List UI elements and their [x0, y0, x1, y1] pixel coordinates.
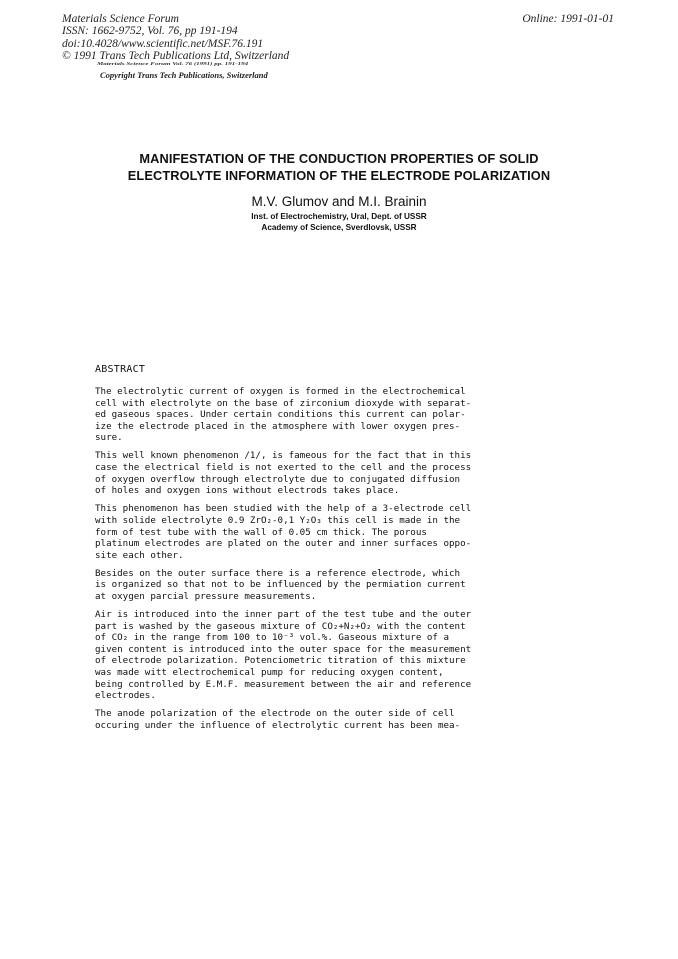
text-line: Air is introduced into the inner part of the test tube and the outer — [95, 609, 472, 621]
text-line: case the electrical field is not exerted to the cell and the process — [95, 462, 472, 474]
issn-line: ISSN: 1662-9752, Vol. 76, pp 191-194 — [62, 25, 238, 38]
text-line: of holes and oxygen ions without electrods takes place. — [95, 485, 400, 497]
abstract-heading: ABSTRACT — [95, 364, 146, 375]
affiliation-line: Academy of Science, Sverdlovsk, USSR — [261, 222, 417, 232]
text-line: at oxygen parcial pressure measurements. — [95, 591, 317, 602]
title-line: MANIFESTATION OF THE CONDUCTION PROPERTIES OF SOLID — [139, 151, 539, 166]
text-line: platinum electrodes are plated on the outer and inner surfaces oppo- — [95, 538, 472, 550]
text-line: is organized so that not to be influenced by the permiation current — [95, 579, 466, 591]
text-line: electrodes. — [95, 690, 156, 702]
text-line: The anode polarization of the electrode on the outer side of cell — [95, 708, 455, 720]
journal-metadata — [62, 13, 289, 62]
text-line: part is washed by the gaseous mixture of CO₂+N₂+O₂ with the content — [95, 620, 466, 632]
text-line: sure. — [95, 432, 123, 444]
text-line: form of test tube with the wall of 0.05 cm thick. The porous — [95, 526, 427, 538]
paper-title — [80, 151, 598, 184]
abstract-body — [95, 386, 555, 738]
text-line: cell with electrolyte on the base of zirconium dioxyde with separat- — [95, 397, 472, 409]
text-line: ize the electrode placed in the atmosphere with lower oxygen pres- — [95, 420, 461, 432]
text-line: site each other. — [95, 549, 184, 561]
paragraph — [95, 609, 555, 702]
text-line: of oxygen overflow through electrolyte due to conjugated diffusion — [95, 473, 461, 485]
text-line: This well known phenomenon /1/, is fameous for the fact that in this — [95, 450, 472, 462]
publisher-copyright-line: © 1991 Trans Tech Publications Ltd, Switzerland — [62, 49, 290, 62]
text-line: Besides on the outer surface there is a reference electrode, which — [95, 567, 461, 579]
online-date: Online: 1991-01-01 — [522, 13, 614, 25]
text-line: of electrode polarization. Potenciometric titration of this mixture — [95, 655, 466, 667]
paragraph — [95, 568, 555, 603]
affiliation-line: Inst. of Electrochemistry, Ural, Dept. of USSR — [251, 212, 427, 221]
title-line: ELECTROLYTE INFORMATION OF THE ELECTRODE POLARIZATION — [127, 167, 551, 183]
text-line: given content is introduced into the outer space for the measurement — [95, 643, 472, 655]
overprinted-citation: Materials Science Forum Vol. 76 (1991) pp. 191-194 — [97, 61, 249, 67]
text-line: This phenomenon has been studied with the help of a 3-electrode cell — [95, 503, 472, 515]
paragraph — [95, 450, 555, 496]
affiliation — [80, 212, 598, 233]
doi-line: doi:10.4028/www.scientific.net/MSF.76.191 — [62, 37, 264, 50]
text-line: ed gaseous spaces. Under certain conditions this current can polar- — [95, 409, 466, 421]
paragraph — [95, 386, 555, 444]
copyright-notice: Copyright Trans Tech Publications, Switzerland — [100, 70, 268, 80]
paragraph — [95, 503, 555, 561]
text-line: with solide electrolyte 0.9 ZrO₂-0,1 Y₂O₃ this cell is made in the — [95, 514, 461, 526]
paragraph — [95, 708, 555, 731]
authors: M.V. Glumov and M.I. Brainin — [251, 194, 427, 209]
text-line: occuring under the influence of electrolytic current has been mea- — [95, 719, 461, 731]
text-line: being controlled by E.M.F. measurement between the air and reference — [95, 678, 472, 690]
text-line: The electrolytic current of oxygen is formed in the electrochemical — [95, 386, 466, 397]
journal-name: Materials Science Forum — [62, 13, 179, 25]
text-line: of CO₂ in the range from 100 to 10⁻³ vol.%. Gaseous mixture of a — [95, 632, 450, 644]
text-line: was made witt electrochemical pump for reducing oxygen content, — [95, 667, 444, 679]
